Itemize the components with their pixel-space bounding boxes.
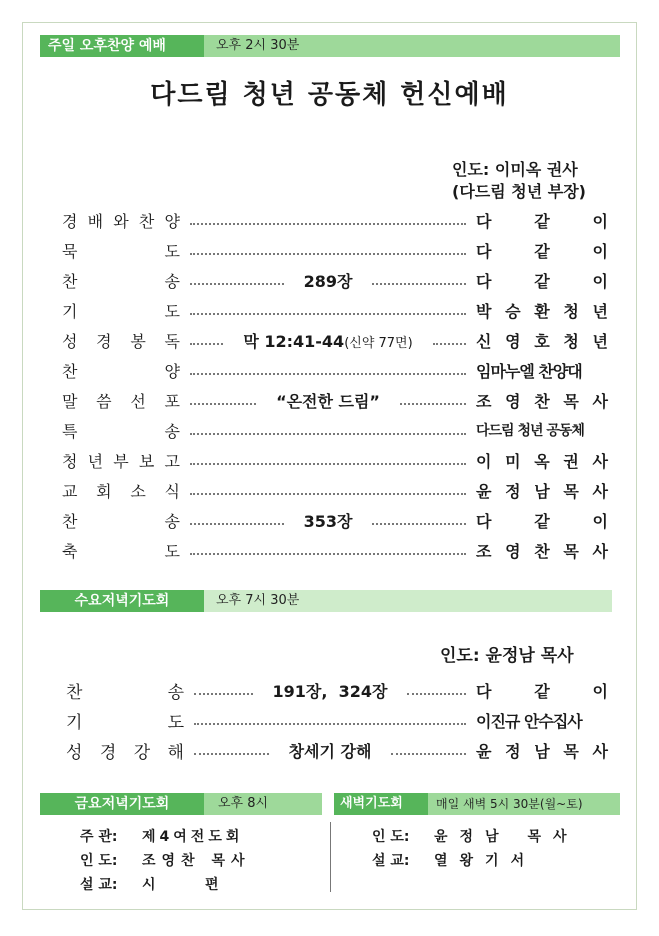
person-char: 영	[505, 331, 521, 351]
friday-leader	[80, 850, 251, 870]
friday-leader-value: 조영찬 목사	[142, 853, 251, 869]
leader-dots	[190, 313, 466, 315]
label-char: 해	[167, 742, 184, 763]
friday-time: 오후 8시	[218, 796, 269, 811]
dawn-sermon-label: 설 교:	[372, 853, 410, 869]
order-item-person	[476, 329, 608, 352]
order-item-person	[476, 679, 608, 702]
label-char: 배	[87, 211, 104, 231]
person-char: 옥	[534, 451, 550, 471]
leader-dots	[190, 523, 284, 525]
person-char: 신	[476, 331, 492, 351]
order-item-person	[476, 739, 608, 762]
order-item-label	[66, 678, 184, 703]
person-char: 청	[563, 331, 579, 351]
person-char: 남	[534, 481, 550, 501]
label-char: 송	[164, 271, 180, 291]
person-char: 같	[534, 511, 550, 531]
leader-dots	[190, 373, 466, 375]
person-char: 호	[534, 331, 550, 351]
person-char: 이	[592, 241, 608, 261]
order-item-detail	[279, 739, 382, 762]
leader-dots	[190, 343, 223, 345]
label-char: 도	[164, 301, 180, 321]
order-row	[66, 736, 608, 764]
order-item-label	[62, 509, 180, 532]
friday-host-label: 주 관:	[80, 829, 118, 845]
person-char: 사	[592, 391, 608, 411]
order-row	[62, 386, 608, 414]
order-item-person	[476, 359, 608, 382]
dawn-label: 새벽기도회	[334, 793, 428, 815]
order-item-person	[476, 479, 608, 502]
order-item-detail	[263, 679, 398, 702]
dawn-time: 매일 새벽 5시 30분(월~토)	[436, 797, 583, 811]
person-text: 임마누엘 찬양대	[476, 361, 582, 381]
order-row	[62, 506, 608, 534]
label-char: 양	[164, 361, 180, 381]
leader-dots	[190, 553, 466, 555]
order-item-person	[476, 509, 608, 532]
leader-dots	[190, 223, 466, 225]
detail-note: (신약 77면)	[344, 335, 413, 351]
label-char: 송	[164, 421, 180, 441]
detail-text: 창세기 강해	[288, 741, 372, 761]
leader-dots	[433, 343, 466, 345]
person-char: 윤	[476, 481, 492, 501]
leader-dots	[194, 723, 466, 725]
leader-dots	[400, 403, 466, 405]
order-item-person	[476, 539, 608, 562]
person-char: 년	[592, 331, 608, 351]
person-char: 영	[505, 541, 521, 561]
person-char: 목	[563, 741, 579, 761]
label-char: 독	[164, 331, 180, 351]
person-char: 찬	[534, 391, 550, 411]
label-char: 경	[62, 211, 78, 231]
leader-dots	[372, 283, 466, 285]
order-item-detail	[233, 329, 422, 352]
label-char: 선	[130, 391, 146, 411]
column-divider	[330, 822, 331, 892]
label-char: 묵	[62, 241, 78, 261]
order-item-person	[476, 239, 608, 262]
order-item-label	[62, 449, 180, 472]
label-char: 식	[164, 481, 180, 501]
order-item-label	[62, 419, 180, 442]
leader-dots	[372, 523, 466, 525]
order-item-label	[66, 738, 184, 763]
person-char: 이	[476, 451, 492, 471]
person-text: 다드림 청년 공동체	[476, 423, 584, 439]
label-char: 찬	[62, 271, 78, 291]
order-item-label	[62, 239, 180, 262]
leader-dots	[391, 753, 466, 755]
order-row	[62, 446, 608, 474]
label-char: 말	[62, 391, 78, 411]
order-row	[62, 266, 608, 294]
order-item-person	[476, 299, 608, 322]
label-char: 년	[87, 451, 104, 471]
detail-text: 289장	[303, 271, 353, 291]
person-char: 사	[592, 451, 608, 471]
person-char: 목	[563, 541, 579, 561]
label-char: 양	[164, 211, 180, 231]
label-char: 청	[62, 451, 78, 471]
label-char: 보	[138, 451, 155, 471]
friday-sermon-label: 설 교:	[80, 877, 118, 893]
person-char: 사	[592, 481, 608, 501]
wednesday-leader: 인도: 윤정남 목사	[440, 646, 574, 666]
order-row	[62, 296, 608, 324]
dawn-sermon	[372, 850, 536, 870]
leader-dots	[407, 693, 466, 695]
page-title: 다드림 청년 공동체 헌신예배	[150, 80, 509, 110]
person-char: 다	[476, 511, 492, 531]
dawn-leader	[372, 826, 579, 846]
person-char: 찬	[534, 541, 550, 561]
leader-dots	[190, 403, 256, 405]
person-char: 박	[476, 301, 492, 321]
label-char: 와	[113, 211, 129, 231]
friday-label: 금요저녁기도회	[40, 793, 204, 815]
label-char: 송	[167, 682, 184, 703]
person-text: 이진규 안수집사	[476, 711, 582, 731]
sunday-leader-role: (다드림 청년 부장)	[452, 182, 586, 201]
label-char: 소	[130, 481, 146, 501]
order-item-person	[476, 389, 608, 412]
detail-text: “온전한 드림”	[276, 391, 380, 411]
person-char: 같	[534, 271, 550, 291]
person-char: 정	[505, 481, 521, 501]
dawn-leader-label: 인 도:	[372, 829, 410, 845]
leader-dots	[190, 493, 466, 495]
order-item-detail	[294, 509, 363, 532]
detail-text: 353장	[303, 511, 353, 531]
label-char: 회	[96, 481, 112, 501]
order-row	[66, 676, 608, 704]
order-item-detail	[266, 389, 390, 412]
label-char: 기	[66, 712, 83, 733]
person-char: 사	[592, 541, 608, 561]
leader-dots	[190, 463, 466, 465]
person-char: 이	[592, 211, 608, 231]
label-char: 강	[133, 742, 151, 763]
friday-sermon	[80, 874, 225, 894]
label-char: 봉	[130, 331, 146, 351]
person-char: 윤	[476, 741, 492, 761]
order-row	[62, 356, 608, 384]
person-char: 목	[563, 481, 579, 501]
order-item-label	[62, 389, 180, 412]
person-char: 다	[476, 681, 492, 701]
order-row	[62, 236, 608, 264]
order-row	[62, 416, 608, 444]
person-char: 같	[534, 211, 550, 231]
label-char: 도	[167, 712, 184, 733]
wednesday-label: 수요저녁기도회	[40, 590, 204, 612]
label-char: 찬	[62, 361, 78, 381]
label-char: 찬	[62, 511, 78, 531]
person-char: 이	[592, 511, 609, 531]
person-char: 권	[563, 451, 579, 471]
leader-dots	[190, 253, 466, 255]
label-char: 경	[96, 331, 112, 351]
person-char: 청	[563, 301, 579, 321]
order-item-label	[66, 708, 184, 733]
leader-dots	[190, 283, 284, 285]
person-char: 이	[592, 681, 608, 701]
leader-dots	[194, 753, 269, 755]
friday-sermon-value: 시 편	[142, 877, 225, 893]
dawn-sermon-value: 열왕기서	[434, 853, 537, 869]
label-char: 도	[164, 241, 180, 261]
label-char: 고	[164, 451, 180, 471]
order-item-label	[62, 479, 180, 502]
label-char: 기	[62, 301, 78, 321]
person-char: 다	[476, 241, 492, 261]
sunday-leader: 인도: 이미옥 권사	[452, 160, 578, 179]
person-char: 같	[534, 241, 550, 261]
person-char: 미	[505, 451, 521, 471]
person-char: 년	[592, 301, 608, 321]
label-char: 부	[113, 451, 129, 471]
person-char: 목	[563, 391, 579, 411]
friday-host-value: 제4여전도회	[142, 829, 244, 845]
sunday-label: 주일 오후찬양 예배	[40, 35, 204, 57]
order-row	[66, 706, 608, 734]
label-char: 교	[62, 481, 78, 501]
label-char: 축	[62, 541, 78, 561]
label-char: 경	[99, 742, 117, 763]
person-char: 조	[476, 391, 492, 411]
order-item-person	[476, 269, 608, 292]
friday-host	[80, 826, 243, 846]
label-char: 성	[62, 331, 78, 351]
label-char: 성	[66, 742, 83, 763]
person-char: 승	[505, 301, 521, 321]
person-char: 정	[505, 741, 521, 761]
order-row	[62, 206, 608, 234]
order-item-person	[476, 709, 608, 732]
person-char: 다	[476, 211, 492, 231]
order-item-label	[62, 299, 180, 322]
order-item-label	[62, 539, 180, 562]
person-char: 조	[476, 541, 492, 561]
person-char: 다	[476, 271, 492, 291]
order-row	[62, 536, 608, 564]
dawn-leader-value: 윤정남 목사	[434, 829, 579, 845]
label-char: 찬	[138, 211, 155, 231]
order-item-label	[62, 329, 180, 352]
label-char: 송	[164, 511, 180, 531]
label-char: 포	[164, 391, 180, 411]
label-char: 도	[164, 541, 180, 561]
person-char: 같	[534, 681, 550, 701]
order-row	[62, 476, 608, 504]
order-item-person	[476, 209, 608, 232]
order-row	[62, 326, 608, 354]
label-char: 찬	[66, 682, 83, 703]
person-char: 환	[534, 301, 550, 321]
order-item-detail	[294, 269, 363, 292]
friday-leader-label: 인 도:	[80, 853, 118, 869]
person-char: 영	[505, 391, 521, 411]
leader-dots	[190, 433, 466, 435]
leader-dots	[194, 693, 253, 695]
order-item-label	[62, 269, 180, 292]
wednesday-time: 오후 7시 30분	[216, 593, 300, 608]
person-char: 이	[592, 271, 609, 291]
order-item-label	[62, 359, 180, 382]
label-char: 씀	[96, 391, 112, 411]
label-char: 특	[62, 421, 78, 441]
person-char: 남	[534, 741, 550, 761]
order-item-label	[62, 209, 180, 232]
detail-text: 막 12:41-44	[243, 331, 345, 351]
person-char: 사	[592, 741, 608, 761]
sunday-time: 오후 2시 30분	[216, 38, 300, 53]
order-item-person	[476, 449, 608, 472]
detail-text: 191장, 324장	[272, 681, 388, 701]
order-item-person	[476, 420, 608, 440]
